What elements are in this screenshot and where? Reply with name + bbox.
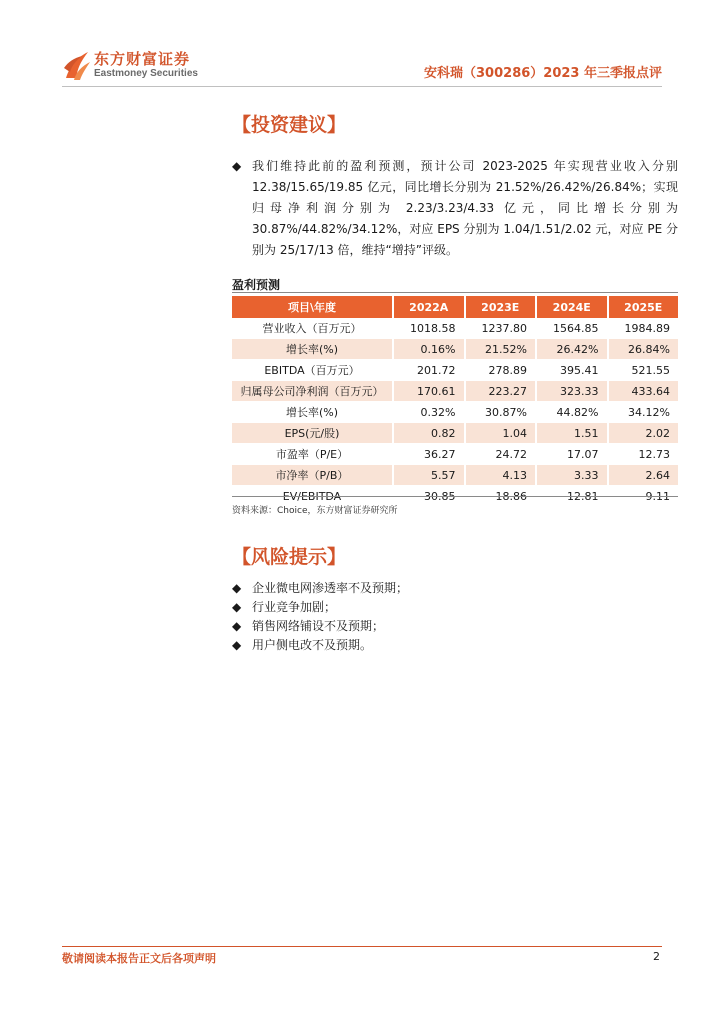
diamond-bullet-icon: ◆ <box>232 638 242 652</box>
diamond-bullet-icon: ◆ <box>232 600 242 614</box>
table-cell: 30.87% <box>464 402 536 423</box>
forecast-table-title: 盈利预测 <box>232 278 281 292</box>
table-cell: 17.07 <box>535 444 607 465</box>
table-row <box>232 381 678 402</box>
risk-list <box>232 579 678 655</box>
diamond-bullet-icon: ◆ <box>232 581 242 595</box>
risk-item-text: 行业竞争加剧； <box>252 600 337 614</box>
table-bottom-rule <box>232 496 678 497</box>
table-cell: 4.13 <box>464 465 536 486</box>
row-label: 市盈率（P/E） <box>232 444 392 465</box>
footer-divider <box>62 946 662 947</box>
row-label: 增长率(%) <box>232 339 392 360</box>
page-number: 2 <box>653 950 660 963</box>
list-item <box>232 617 678 636</box>
risk-item-text: 企业微电网渗透率不及预期； <box>252 581 409 595</box>
table-cell: 2.64 <box>607 465 679 486</box>
list-item <box>232 579 678 598</box>
table-cell: 12.81 <box>535 486 607 507</box>
table-cell: 18.86 <box>464 486 536 507</box>
table-row <box>232 423 678 444</box>
table-cell: 26.42% <box>535 339 607 360</box>
row-label: 营业收入（百万元） <box>232 318 392 339</box>
row-label: 市净率（P/B） <box>232 465 392 486</box>
table-row <box>232 465 678 486</box>
row-label: EV/EBITDA <box>232 486 392 507</box>
table-cell: 26.84% <box>607 339 679 360</box>
table-cell: 223.27 <box>464 381 536 402</box>
table-cell: 24.72 <box>464 444 536 465</box>
row-label: 归属母公司净利润（百万元） <box>232 381 392 402</box>
table-cell: 2.02 <box>607 423 679 444</box>
table-cell: 1237.80 <box>464 318 536 339</box>
header-2023e: 2023E <box>464 296 536 318</box>
row-label: 增长率(%) <box>232 402 392 423</box>
company-logo <box>62 48 262 88</box>
table-cell: 1.51 <box>535 423 607 444</box>
footer-disclaimer: 敬请阅读本报告正文后各项声明 <box>62 952 216 965</box>
table-cell: 3.33 <box>535 465 607 486</box>
table-cell: 12.73 <box>607 444 679 465</box>
list-item <box>232 598 678 617</box>
table-row <box>232 360 678 381</box>
table-cell: 1018.58 <box>392 318 464 339</box>
report-title: 安科瑞（300286）2023 年三季报点评 <box>424 66 662 81</box>
table-cell: 36.27 <box>392 444 464 465</box>
table-cell: 9.11 <box>607 486 679 507</box>
risk-item-text: 销售网络铺设不及预期； <box>252 619 385 633</box>
list-item <box>232 636 678 655</box>
header-divider <box>62 86 662 87</box>
table-cell: 323.33 <box>535 381 607 402</box>
eastmoney-logo-icon <box>62 48 92 82</box>
table-header-row <box>232 296 678 318</box>
table-cell: 34.12% <box>607 402 679 423</box>
investment-section-title: 【投资建议】 <box>232 114 347 136</box>
table-row <box>232 444 678 465</box>
table-cell: 395.41 <box>535 360 607 381</box>
table-row <box>232 402 678 423</box>
diamond-bullet-icon: ◆ <box>232 619 242 633</box>
logo-english-name: Eastmoney Securities <box>94 68 198 79</box>
page-header <box>0 0 724 92</box>
table-cell: 521.55 <box>607 360 679 381</box>
table-cell: 1.04 <box>464 423 536 444</box>
header-2024e: 2024E <box>535 296 607 318</box>
header-2025e: 2025E <box>607 296 679 318</box>
logo-chinese-name: 东方财富证券 <box>94 50 191 68</box>
risk-item-text: 用户侧电改不及预期。 <box>252 638 373 652</box>
diamond-bullet-icon: ◆ <box>232 159 242 173</box>
table-cell: 201.72 <box>392 360 464 381</box>
table-cell: 433.64 <box>607 381 679 402</box>
investment-bullet-row <box>232 156 678 261</box>
table-cell: 0.32% <box>392 402 464 423</box>
table-cell: 278.89 <box>464 360 536 381</box>
investment-paragraph: 我们维持此前的盈利预测，预计公司 2023-2025 年实现营业收入分别12.38/15.65/19.85 亿元，同比增长分别为 21.52%/26.42%/26.84%；实现归母净利润分别为 2.23/3.23/4.33 亿元，同比增长分别为 30.87%/44.82%/34.12%，对应 EPS 分别为 1.04/1.51/2.02 元，对应 PE 分别为 25/17/13 倍，维持“增持”评级。 <box>252 159 678 257</box>
header-item: 项目\年度 <box>232 296 392 318</box>
table-cell: 21.52% <box>464 339 536 360</box>
risk-section-title: 【风险提示】 <box>232 546 347 568</box>
table-cell: 30.85 <box>392 486 464 507</box>
table-row <box>232 339 678 360</box>
investment-paragraph-block <box>232 156 678 261</box>
table-cell: 170.61 <box>392 381 464 402</box>
table-cell: 0.16% <box>392 339 464 360</box>
row-label: EBITDA（百万元） <box>232 360 392 381</box>
table-cell: 1984.89 <box>607 318 679 339</box>
table-top-rule <box>232 292 678 293</box>
table-cell: 0.82 <box>392 423 464 444</box>
table-source-note: 资料来源：Choice，东方财富证券研究所 <box>232 506 398 516</box>
table-cell: 5.57 <box>392 465 464 486</box>
forecast-table <box>232 296 678 507</box>
row-label: EPS(元/股) <box>232 423 392 444</box>
table-cell: 1564.85 <box>535 318 607 339</box>
table-row <box>232 318 678 339</box>
header-2022a: 2022A <box>392 296 464 318</box>
table-cell: 44.82% <box>535 402 607 423</box>
